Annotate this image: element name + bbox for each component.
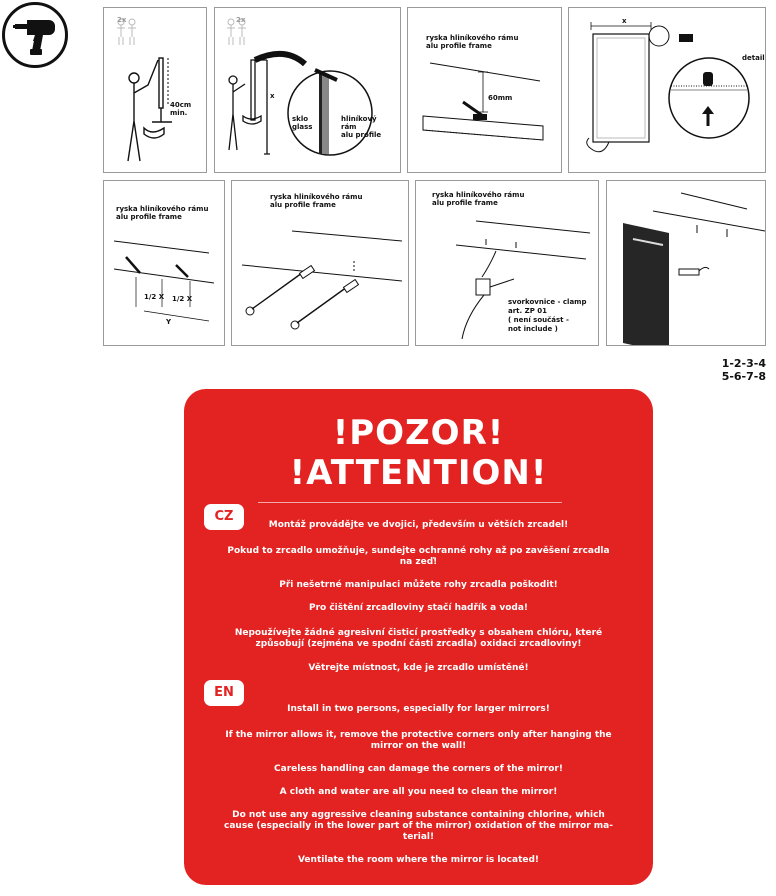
magnifier-icon <box>569 8 766 173</box>
step-panel-3 <box>407 7 562 173</box>
cz-line-4: Pro čištění zrcadloviny stačí hadřík a voda! <box>308 603 529 613</box>
step-panel-6 <box>231 180 409 346</box>
drill-icon <box>5 5 65 65</box>
en-line-5: Do not use any aggressive cleaning substance containing chlorine, which cause (especially in the lower part of the mirror) oxidation of the mirror ma- terial! <box>224 810 613 842</box>
panel-3-distance-label: 60mm <box>488 94 513 102</box>
panel-7-frame-line-label: ryska hliníkového rámu alu profile frame <box>432 191 525 207</box>
mirror-icon <box>215 8 401 173</box>
panel-4-x-label: x <box>622 17 627 25</box>
warning-card <box>184 389 653 885</box>
step-panel-5 <box>103 180 225 346</box>
panel-1-height-label: 40cm min. <box>170 101 192 117</box>
step-panel-7 <box>415 180 599 346</box>
drill-badge <box>2 2 68 68</box>
mirror-icon <box>607 181 766 346</box>
step-panel-4 <box>568 7 766 173</box>
panel-5-y-label: Y <box>166 318 172 326</box>
cz-badge: CZ <box>204 504 244 530</box>
cz-line-1: Montáž provádějte ve dvojici, především u větších zrcadel! <box>268 520 569 530</box>
panel-1-top-label: 2x <box>117 16 127 24</box>
panel-5-frame-line-label: ryska hliníkového rámu alu profile frame <box>116 205 209 221</box>
panel-5-half-left: 1/2 X <box>144 293 165 301</box>
en-line-6: Ventilate the room where the mirror is located! <box>297 855 540 865</box>
step-panel-2 <box>214 7 401 173</box>
panel-2-x-label: x <box>270 92 275 100</box>
en-line-1: Install in two persons, especially for larger mirrors! <box>287 704 550 714</box>
panel-4-detail-label: detail <box>742 54 765 62</box>
panel-2-glass-label: sklo glass <box>292 115 313 131</box>
cz-line-5: Nepoužívejte žádné agresivní čisticí prostředky s obsahem chlóru, které způsobují (zejména ve spodní části zrcadla) oxidaci zrcadloviny! <box>234 628 603 649</box>
step-panel-8 <box>606 180 766 346</box>
warning-title-cz: !POZOR! <box>332 413 505 453</box>
panel-2-frame-label: hliníkový rám alu profile <box>341 115 382 139</box>
step-panel-1 <box>103 7 207 173</box>
en-badge: EN <box>204 680 244 706</box>
en-line-4: A cloth and water are all you need to clean the mirror! <box>279 787 558 797</box>
en-line-3: Careless handling can damage the corners of the mirror! <box>274 764 563 774</box>
en-line-2: If the mirror allows it, remove the protective corners only after hanging the mirror on the wall! <box>225 730 612 751</box>
person-icon <box>104 8 207 173</box>
panel-3-frame-line-label: ryska hliníkového rámu alu profile frame <box>426 34 519 50</box>
cz-line-6: Větrejte místnost, kde je zrcadlo umístěné! <box>308 663 529 673</box>
step-order-label: 1-2-3-4 5-6-7-8 <box>721 357 766 383</box>
panel-2-top-label: 2x <box>236 16 246 24</box>
warning-divider <box>258 502 562 503</box>
panel-5-half-right: 1/2 X <box>172 295 193 303</box>
cz-line-2: Pokud to zrcadlo umožňuje, sundejte ochranné rohy až po zavěšení zrcadla na zeď! <box>227 546 610 567</box>
warning-title-en: !ATTENTION! <box>289 453 548 493</box>
cz-line-3: Při nešetrné manipulaci můžete rohy zrcadla poškodit! <box>279 580 558 590</box>
panel-6-frame-line-label: ryska hliníkového rámu alu profile frame <box>270 193 363 209</box>
screw-icon <box>408 8 562 173</box>
panel-7-clamp-note: svorkovnice - clamp art. ZP 01 ( není součást - not include ) <box>508 298 587 333</box>
